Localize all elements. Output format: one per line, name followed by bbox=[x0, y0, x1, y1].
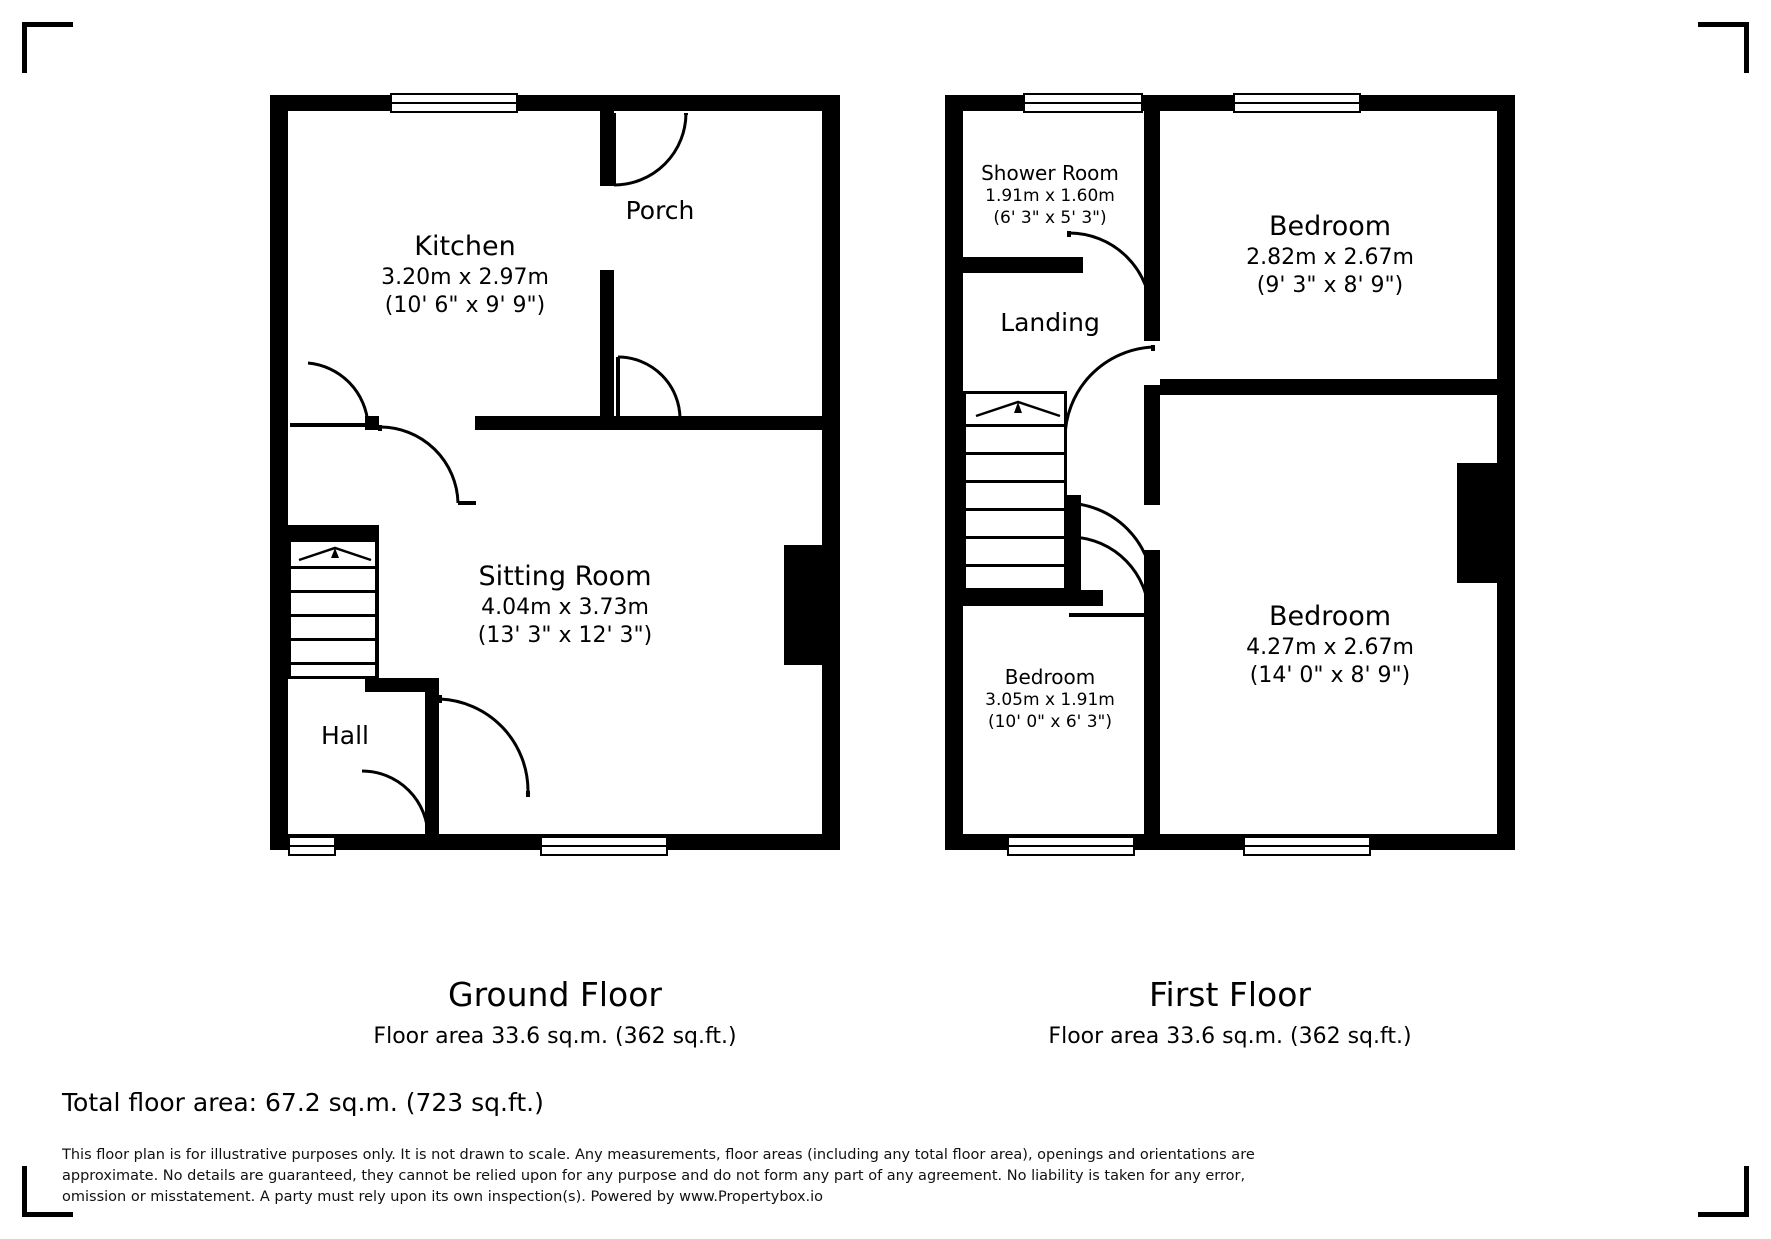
window-sitting-room-rear bbox=[540, 836, 668, 856]
room-label-shower-room: Shower Room 1.91m x 1.60m (6' 3" x 5' 3") bbox=[981, 161, 1119, 228]
room-label-bedroom-small: Bedroom 3.05m x 1.91m (10' 0" x 6' 3") bbox=[985, 665, 1115, 732]
stairs-ground bbox=[288, 539, 378, 679]
room-label-landing: Landing bbox=[1000, 308, 1100, 337]
room-label-porch: Porch bbox=[625, 196, 695, 225]
room-label-kitchen: Kitchen 3.20m x 2.97m (10' 6" x 9' 9") bbox=[381, 231, 549, 318]
room-label-bedroom-rear: Bedroom 4.27m x 2.67m (14' 0" x 8' 9") bbox=[1246, 601, 1414, 688]
wall-chimney-breast bbox=[784, 545, 824, 665]
window-hall-rear bbox=[288, 836, 336, 856]
door-kitchen-to-sitting bbox=[378, 421, 482, 507]
crop-mark-bottom-right-icon bbox=[1698, 1166, 1749, 1217]
door-kitchen-rear bbox=[286, 357, 382, 431]
wall-top bbox=[270, 95, 840, 111]
crop-mark-top-left-icon bbox=[22, 22, 73, 73]
wall-right bbox=[822, 95, 840, 850]
window-kitchen-front bbox=[390, 93, 518, 113]
window-shower-room bbox=[1023, 93, 1143, 113]
total-floor-area: Total floor area: 67.2 sq.m. (723 sq.ft.) bbox=[62, 1088, 544, 1117]
first-floor-plan bbox=[945, 95, 1515, 850]
ground-floor-caption bbox=[270, 975, 840, 1049]
door-bedroom-front bbox=[1057, 341, 1161, 451]
first-floor-area: Floor area 33.6 sq.m. (362 sq.ft.) bbox=[1048, 1024, 1412, 1049]
door-hall-to-sitting bbox=[438, 693, 538, 801]
room-label-sitting-room: Sitting Room 4.04m x 3.73m (13' 3" x 12' 3") bbox=[477, 561, 653, 648]
wall-right bbox=[1497, 95, 1515, 850]
wall-chimney-breast bbox=[1457, 463, 1497, 583]
stairs-first bbox=[963, 391, 1067, 591]
door-porch-front bbox=[612, 111, 692, 189]
door-porch-to-hall bbox=[614, 353, 710, 425]
crop-mark-top-right-icon bbox=[1698, 22, 1749, 73]
room-label-hall: Hall bbox=[320, 721, 369, 750]
ground-floor-title: Ground Floor bbox=[448, 975, 662, 1014]
door-bedroom-small bbox=[1055, 493, 1163, 621]
window-bedroom-rear bbox=[1243, 836, 1371, 856]
first-floor-caption bbox=[945, 975, 1515, 1049]
wall-kitchen-divider bbox=[475, 416, 615, 430]
wall-bedroom-divider bbox=[1160, 379, 1497, 395]
door-hall-rear-entrance bbox=[332, 767, 444, 841]
ground-floor-plan bbox=[270, 95, 840, 850]
window-bedroom-front bbox=[1233, 93, 1361, 113]
window-bedroom-small-rear bbox=[1007, 836, 1135, 856]
room-label-bedroom-front: Bedroom 2.82m x 2.67m (9' 3" x 8' 9") bbox=[1246, 211, 1414, 298]
ground-floor-area: Floor area 33.6 sq.m. (362 sq.ft.) bbox=[373, 1024, 737, 1049]
first-floor-title: First Floor bbox=[1148, 975, 1312, 1014]
disclaimer-text: This floor plan is for illustrative purposes only. It is not drawn to scale. Any measurements, floor areas (including any total floor area), openings and orientations are approximate. No details are guaranteed, they cannot be relied upon for any purpose and do not form any part of any agreement. No liability is taken for any error, omission or misstatement. A party must rely upon its own inspection(s). Powered by www.Propertybox.io bbox=[62, 1147, 1255, 1206]
